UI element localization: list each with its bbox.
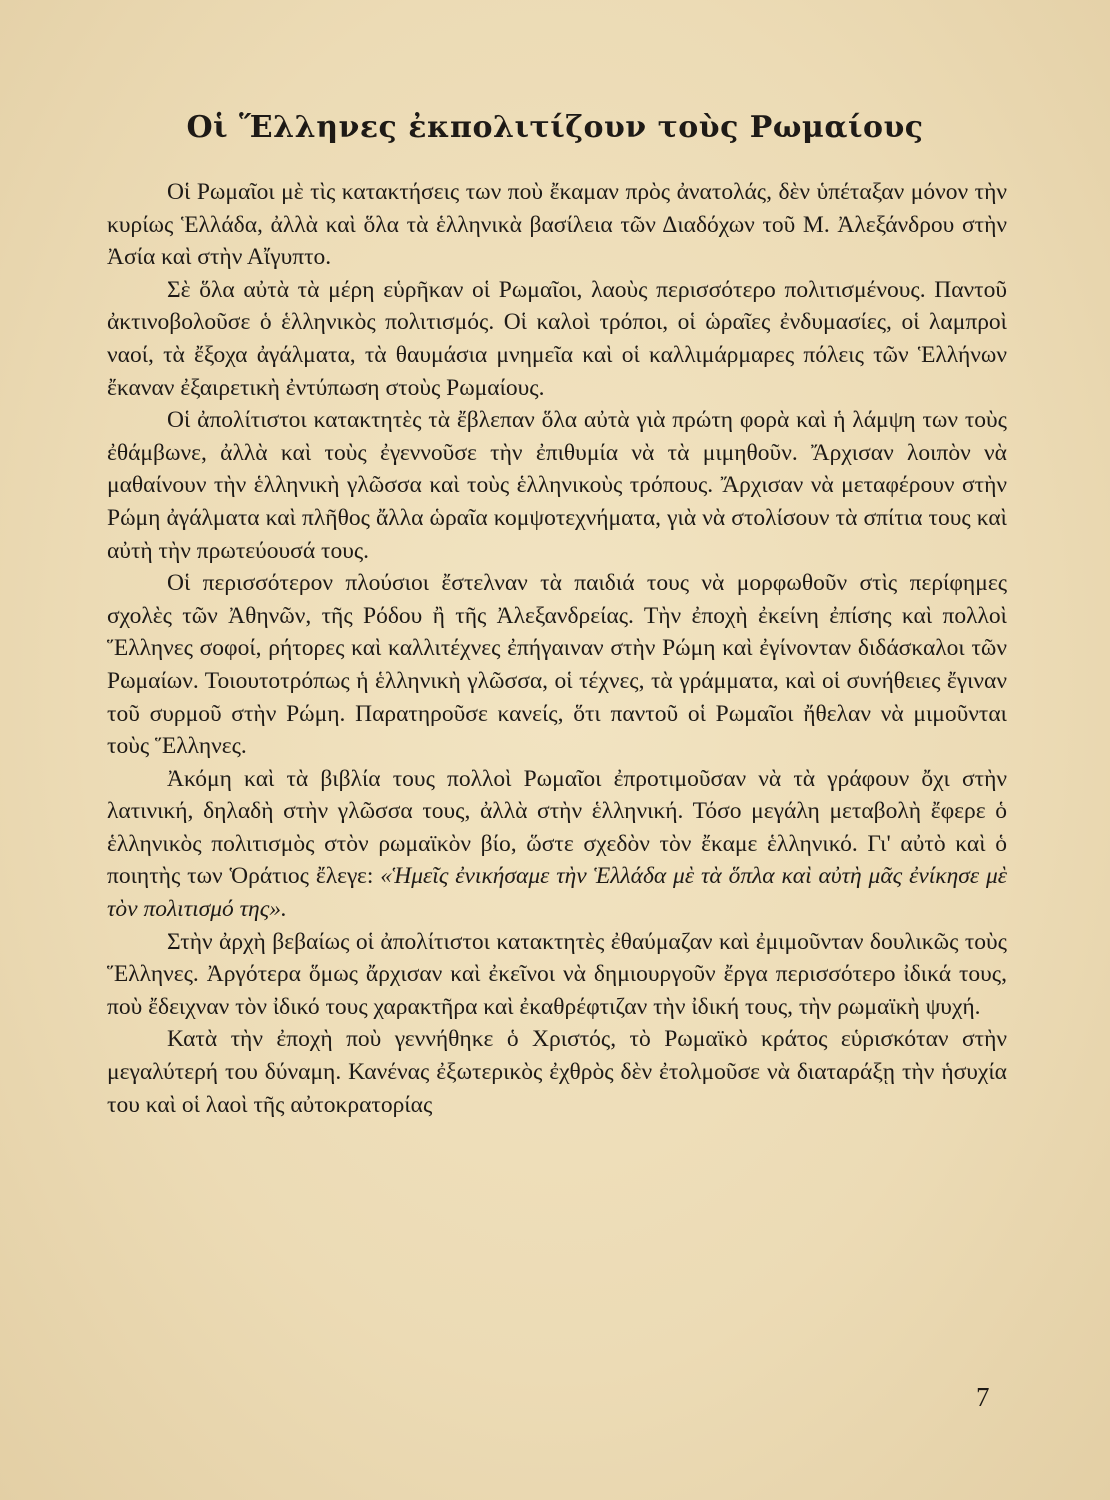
horace-quote: «Ἡμεῖς ἐνικήσαμε τὴν Ἑλλάδα μὲ τὰ ὅπλα καὶ αὐτὴ μᾶς ἐνίκησε μὲ τὸν πολιτισμό της».: [107, 863, 1008, 923]
paragraph-1: Οἱ Ρωμαῖοι μὲ τὶς κατακτήσεις των ποὺ ἔκαμαν πρὸς ἀνατολάς, δὲν ὑπέταξαν μόνον τὴν κυρίως Ἑλλάδα, ἀλλὰ καὶ ὅλα τὰ ἑλληνικὰ βασίλεια τῶν Διαδόχων τοῦ Μ. Ἀλεξάνδρου στὴν Ἀσία καὶ στὴν Αἴγυπτο.: [107, 179, 1007, 271]
paragraph-4: Οἱ περισσότερον πλούσιοι ἔστελναν τὰ παιδιά τους νὰ μορφωθοῦν στὶς περίφημες σχολὲς τῶν Ἀθηνῶν, τῆς Ρόδου ἢ τῆς Ἀλεξανδρείας. Τὴν ἐποχὴ ἐκείνη ἐπίσης καὶ πολλοὶ Ἕλληνες σοφοί, ρήτορες καὶ καλλιτέχνες ἐπήγαιναν στὴν Ρώμη καὶ ἐγίνονταν διδάσκαλοι τῶν Ρωμαίων. Τοιουτοτρόπως ἡ ἑλληνικὴ γλῶσσα, οἱ τέχνες, τὰ γράμματα, καὶ οἱ συνήθειες ἔγιναν τοῦ συρμοῦ στὴν Ρώμη. Παρατηροῦσε κανείς, ὅτι παντοῦ οἱ Ρωμαῖοι ἤθελαν νὰ μιμοῦνται τοὺς Ἕλληνες.: [107, 570, 1007, 760]
page-title: Οἱ Ἕλληνες ἐκπολιτίζουν τοὺς Ρωμαίους: [186, 110, 924, 145]
page-number: 7: [976, 1382, 990, 1412]
paragraph-5-text: Ἀκόμη καὶ τὰ βιβλία τους πολλοὶ Ρωμαῖοι ἐπροτιμοῦσαν νὰ τὰ γράφουν ὄχι στὴν λατινική, δηλαδὴ στὴν γλῶσσα τους, ἀλλὰ στὴν ἑλληνική. Τόσο μεγάλη μεταβολὴ ἔφερε ὁ ἑλληνικὸς πολιτισμὸς στὸν ρωμαϊκὸν βίο, ὥστε σχεδὸν τὸν ἔκαμε ἑλληνικό. Γι' αὐτὸ καὶ ὁ ποιητὴς των Ὁράτιος ἔλεγε:: [107, 765, 1007, 890]
body-text: [107, 176, 1007, 1121]
paragraph-5: [107, 763, 1007, 926]
paragraph-6: Στὴν ἀρχὴ βεβαίως οἱ ἀπολίτιστοι κατακτητὲς ἐθαύμαζαν καὶ ἐμιμοῦνταν δουλικῶς τοὺς Ἕλληνες. Ἀργότερα ὅμως ἄρχισαν καὶ ἐκεῖνοι νὰ δημιουργοῦν ἔργα περισσότερο ἰδικά τους, ποὺ ἔδειχναν τὸν ἰδικό τους χαρακτῆρα καὶ ἐκαθρέφτιζαν τὴν ἰδική τους, τὴν ρωμαϊκὴ ψυχή.: [107, 928, 1007, 1020]
paragraph-7: Κατὰ τὴν ἐποχὴ ποὺ γεννήθηκε ὁ Χριστός, τὸ Ρωμαϊκὸ κράτος εὑρισκόταν στὴν μεγαλύτερή του δύναμη. Κανένας ἐξωτερικὸς ἐχθρὸς δὲν ἐτολμοῦσε νὰ διαταράξῃ τὴν ἡσυχία του καὶ οἱ λαοὶ τῆς αὐτοκρατορίας: [107, 1026, 1007, 1118]
paragraph-2: Σὲ ὅλα αὐτὰ τὰ μέρη εὑρῆκαν οἱ Ρωμαῖοι, λαοὺς περισσότερο πολιτισμένους. Παντοῦ ἀκτινοβολοῦσε ὁ ἑλληνικὸς πολιτισμός. Οἱ καλοὶ τρόποι, οἱ ὡραῖες ἐνδυμασίες, οἱ λαμπροὶ ναοί, τὰ ἔξοχα ἀγάλματα, τὰ θαυμάσια μνημεῖα καὶ οἱ καλλιμάρμαρες πόλεις τῶν Ἑλλήνων ἔκαναν ἐξαιρετικὴ ἐντύπωση στοὺς Ρωμαίους.: [107, 276, 1007, 401]
paragraph-3: Οἱ ἀπολίτιστοι κατακτητὲς τὰ ἔβλεπαν ὅλα αὐτὰ γιὰ πρώτη φορὰ καὶ ἡ λάμψη των τοὺς ἐθάμβωνε, ἀλλὰ καὶ τοὺς ἐγεννοῦσε τὴν ἐπιθυμία νὰ τὰ μιμηθοῦν. Ἄρχισαν λοιπὸν νὰ μαθαίνουν τὴν ἑλληνικὴ γλῶσσα καὶ τοὺς ἑλληνικοὺς τρόπους. Ἄρχισαν νὰ μεταφέρουν στὴν Ρώμη ἀγάλματα καὶ πλῆθος ἄλλα ὡραῖα κομψοτεχνήματα, γιὰ νὰ στολίσουν τὰ σπίτια τους καὶ αὐτὴ τὴν πρωτεύουσά τους.: [107, 407, 1007, 564]
